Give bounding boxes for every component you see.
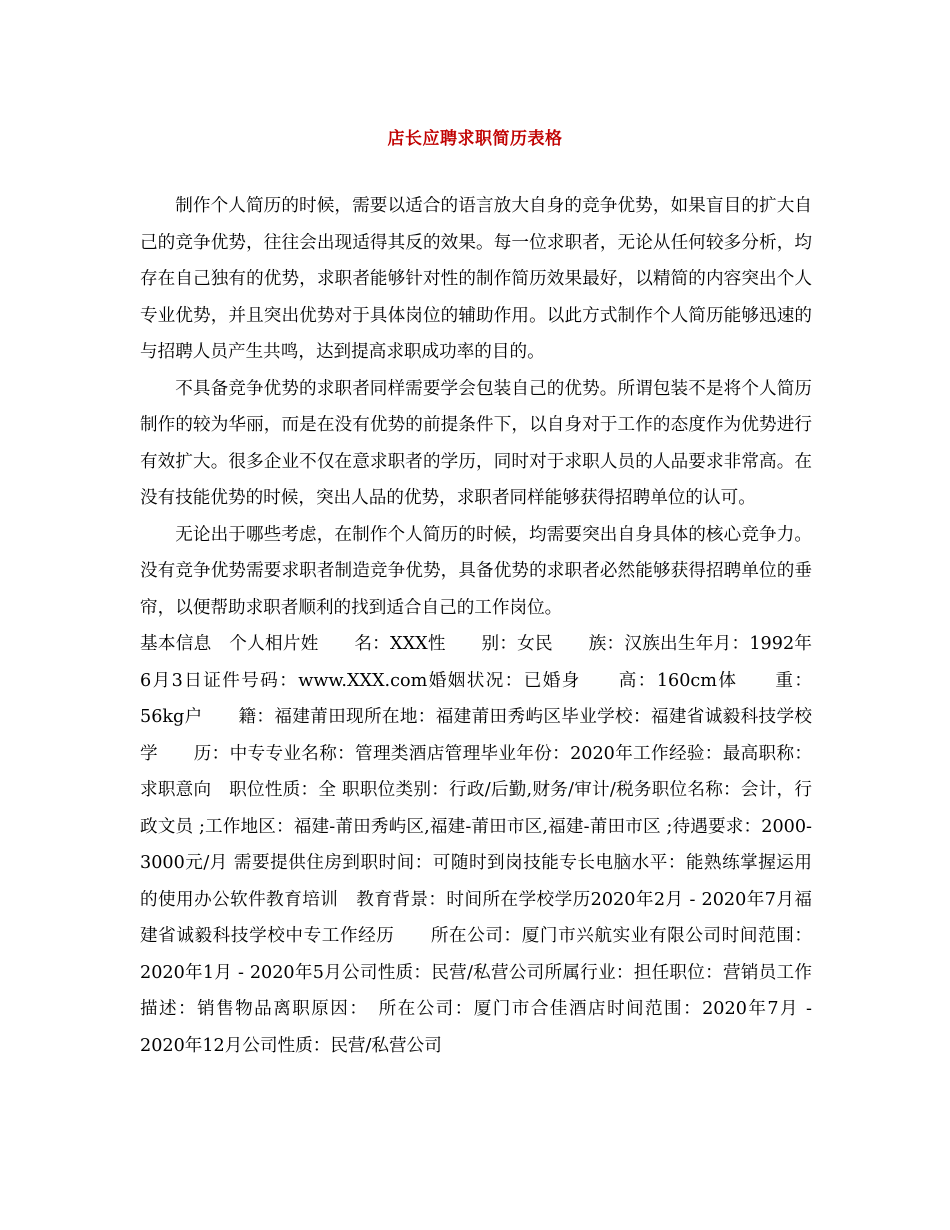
paragraph-1: 制作个人简历的时候，需要以适合的语言放大自身的竞争优势，如果盲目的扩大自己的竞争优势，往往会出现适得其反的效果。每一位求职者，无论从任何较多分析，均存在自己独有的优势，求职者能够针对性的制作简历效果最好，以精简的内容突出个人专业优势，并且突出优势对于具体岗位的辅助作用。以此方式制作个人简历能够迅速的与招聘人员产生共鸣，达到提高求职成功率的目的。 xyxy=(140,196,812,362)
paragraph-3: 无论出于哪些考虑，在制作个人简历的时候，均需要突出自身具体的核心竞争力。没有竞争优势需要求职者制造竞争优势，具备优势的求职者必然能够获得招聘单位的垂帘，以便帮助求职者顺利的找到适合自己的工作岗位。 xyxy=(140,524,812,618)
document-body xyxy=(140,188,812,1064)
document-title: 店长应聘求职简历表格 xyxy=(387,129,563,149)
paragraph-2: 不具备竞争优势的求职者同样需要学会包装自己的优势。所谓包装不是将个人简历制作的较为华丽，而是在没有优势的前提条件下，以自身对于工作的态度作为优势进行有效扩大。很多企业不仅在意求职者的学历，同时对于求职人员的人品要求非常高。在没有技能优势的时候，突出人品的优势，求职者同样能够获得招聘单位的认可。 xyxy=(140,378,812,508)
resume-details: 基本信息 个人相片姓 名：XXX性 别：女民 族：汉族出生年月：1992年6月3日证件号码：www.XXX.com婚姻状况：已婚身 高：160cm体 重：56kg户 籍：福建莆田现所在地：福建莆田秀屿区毕业学校：福建省诚毅科技学校学 历：中专专业名称：管理类酒店管理毕业年份：2020年工作经验：最高职称：求职意向 职位性质：全 职职位类别：行政/后勤,财务/审计/税务职位名称：会计，行政文员 ;工作地区：福建-莆田秀屿区,福建-莆田市区,福建-莆田市区 ;待遇要求：2000-3000元/月 需要提供住房到职时间：可随时到岗技能专长电脑水平：能熟练掌握运用的使用办公软件教育培训 教育背景：时间所在学校学历2020年2月 - 2020年7月福建省诚毅科技学校中专工作经历 所在公司：厦门市兴航实业有限公司时间范围：2020年1月 - 2020年5月公司性质：民营/私营公司所属行业：担任职位：营销员工作描述：销售物品离职原因： 所在公司：厦门市合佳酒店时间范围：2020年7月 - 2020年12月公司性质：民营/私营公司 xyxy=(140,634,812,1056)
